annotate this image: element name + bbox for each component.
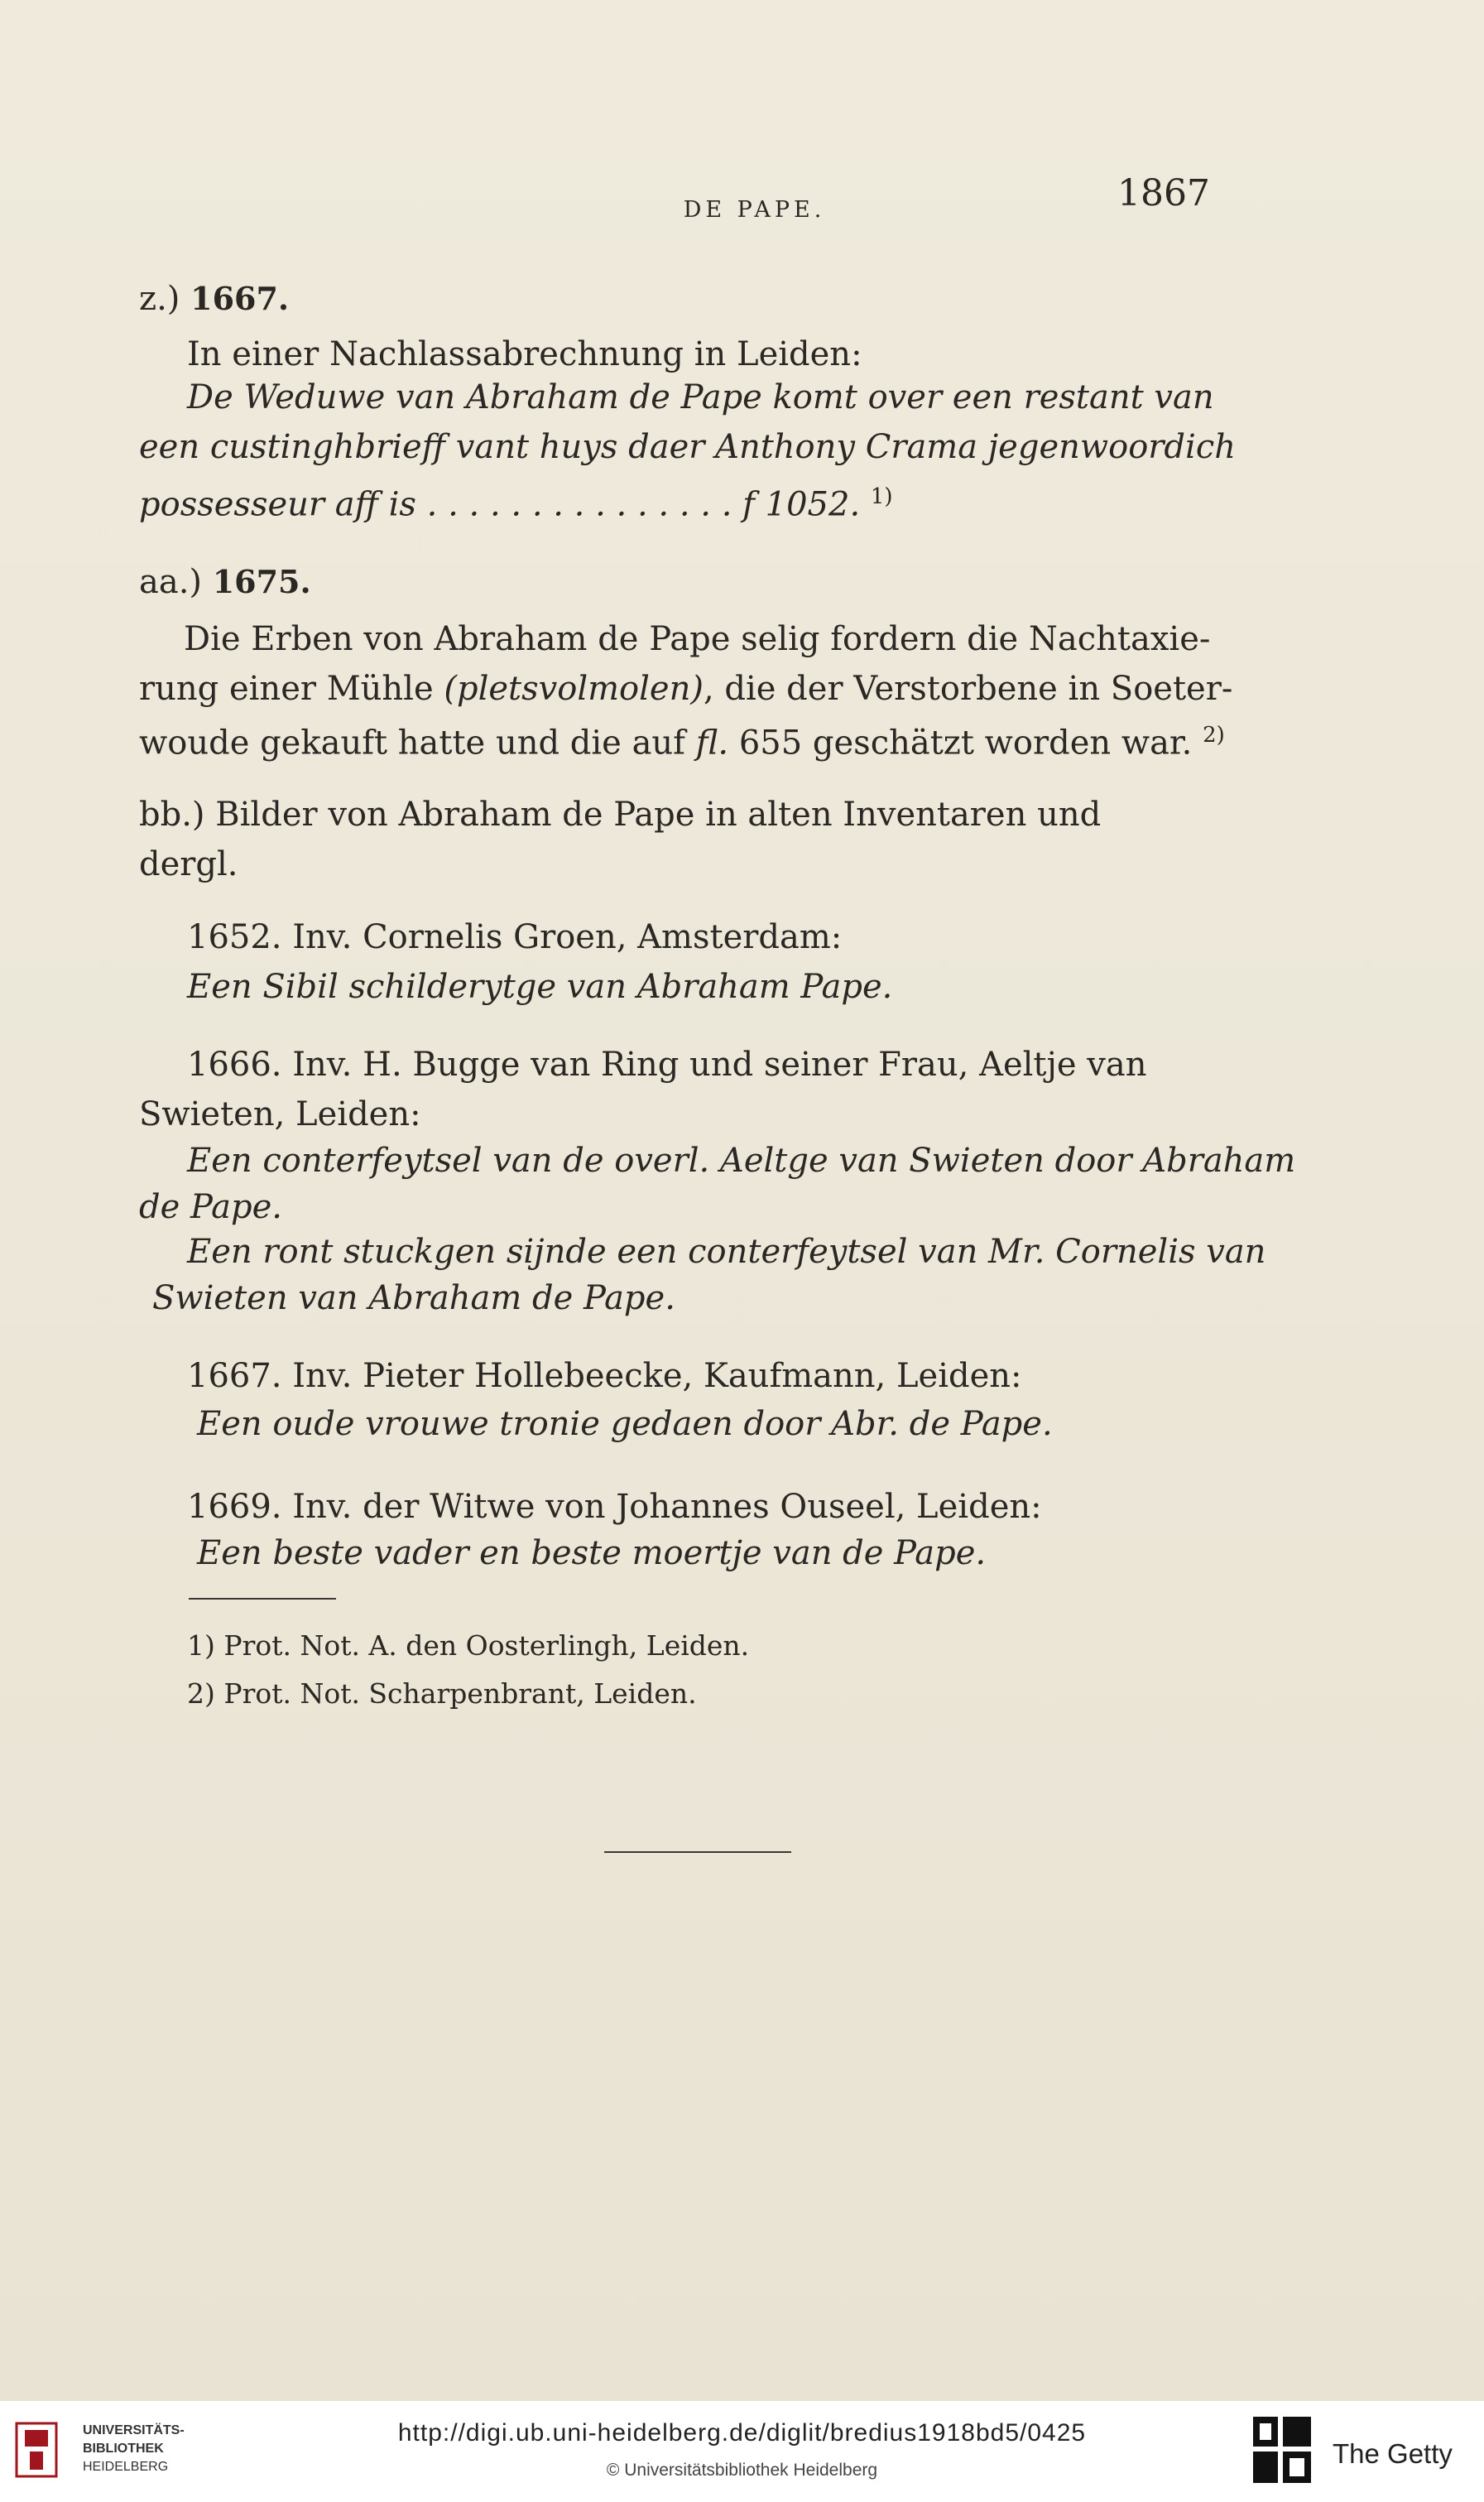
inventory-1666-heading: 1666. Inv. H. Bugge van Ring und seiner Frau, Aeltje van <box>187 1046 1147 1084</box>
footnote-ref-2[interactable]: 2) <box>1203 723 1225 748</box>
footnote-ref-1[interactable]: 1) <box>870 484 893 509</box>
inventory-1666-line-4: Swieten van Abraham de Pape. <box>152 1279 675 1317</box>
inventory-1666-line-3: Een ront stuckgen sijnde een conterfeytsel van Mr. Cornelis van <box>187 1233 1266 1271</box>
inventory-1666-line-1: Een conterfeytsel van de overl. Aeltge van Swieten door Abraham <box>187 1142 1296 1180</box>
inventory-1667-heading: 1667. Inv. Pieter Hollebeecke, Kaufmann, Leiden: <box>187 1357 1022 1395</box>
section-z-year: 1667. <box>190 280 290 317</box>
inventory-1666-heading-2: Swieten, Leiden: <box>139 1095 421 1133</box>
getty-logo-icon <box>1250 2413 1314 2486</box>
section-bb-line-2: dergl. <box>139 845 238 883</box>
inventory-1652-line-1: Een Sibil schilderytge van Abraham Pape. <box>187 968 893 1006</box>
section-z-line-1: De Weduwe van Abraham de Pape komt over een restant van <box>187 378 1214 416</box>
library-name: UNIVERSITÄTS- BIBLIOTHEK HEIDELBERG <box>83 2423 185 2474</box>
footnote-2: 2) Prot. Not. Scharpenbrant, Leiden. <box>187 1677 697 1710</box>
section-z-label: z.) 1667. <box>139 280 290 318</box>
running-header: DE PAPE. <box>683 197 826 223</box>
permalink-url[interactable]: http://digi.ub.uni-heidelberg.de/diglit/bredius1918bd5/0425 <box>397 2419 1087 2447</box>
footnote-1: 1) Prot. Not. A. den Oosterlingh, Leiden. <box>187 1629 750 1662</box>
section-z-line-3: possesseur aff is . . . . . . . . . . . . . . . f 1052. $^{1)}$ <box>139 484 893 524</box>
copyright-notice: © Universitätsbibliothek Heidelberg <box>606 2461 878 2480</box>
inventory-1652-heading: 1652. Inv. Cornelis Groen, Amsterdam: <box>187 918 843 956</box>
section-aa-year: 1675. <box>212 563 311 600</box>
inventory-1666-line-2: de Pape. <box>139 1188 282 1226</box>
getty-name: The Getty <box>1333 2438 1453 2469</box>
section-aa-line-2: rung einer Mühle (pletsvolmolen), die der Verstorbene in Soeter- <box>139 670 1233 708</box>
end-rule <box>604 1851 791 1853</box>
section-aa-line-1: Die Erben von Abraham de Pape selig fordern die Nachtaxie- <box>184 620 1211 658</box>
section-bb-line-1: bb.) Bilder von Abraham de Pape in alten Inventaren und <box>139 796 1102 834</box>
inventory-1667-line-1: Een oude vrouwe tronie gedaen door Abr. de Pape. <box>197 1405 1053 1443</box>
page-number: 1867 <box>1117 172 1210 214</box>
inventory-1669-line-1: Een beste vader en beste moertje van de Pape. <box>197 1534 987 1572</box>
section-z-intro: In einer Nachlassabrechnung in Leiden: <box>187 335 862 373</box>
footnote-separator <box>189 1598 336 1600</box>
section-aa-line-3: woude gekauft hatte und die auf fl. 655 geschätzt worden war. $^{2)}$ <box>139 723 1225 763</box>
section-aa-label: aa.) 1675. <box>139 563 311 601</box>
section-z-line-2: een custinghbrieff vant huys daer Anthony Crama jegenwoordich <box>139 428 1236 466</box>
inventory-1669-heading: 1669. Inv. der Witwe von Johannes Ouseel, Leiden: <box>187 1488 1042 1526</box>
